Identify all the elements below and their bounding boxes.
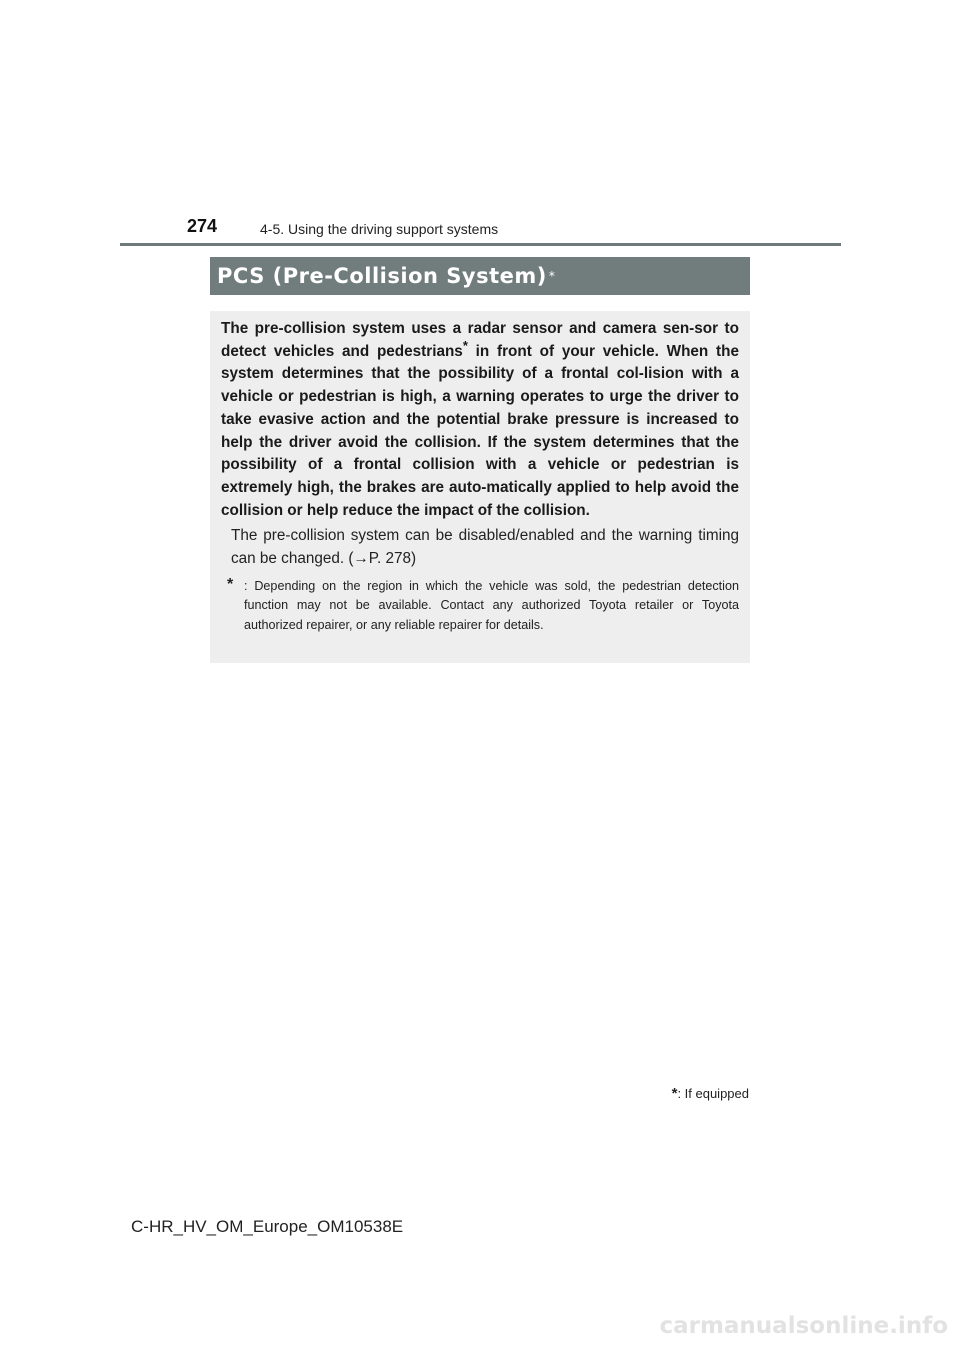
footnote-text: : If equipped [677,1086,749,1101]
section-title: 4-5. Using the driving support systems [260,221,499,237]
equipped-footnote [672,1085,749,1102]
header-divider [120,243,841,246]
page-title: PCS (Pre-Collision System) [217,264,547,288]
settings-info [231,525,739,570]
title-equipped-mark: * [548,269,555,283]
summary-box [210,311,750,663]
note-asterisk-mark: * [227,575,234,593]
pedestrian-note [221,577,739,635]
page-title-bar [210,257,750,295]
note-text: : Depending on the region in which the vehicle was sold, the pedestrian detection function may not be available. Contact any authorized Toyota retailer or Toyota authorized repairer, or any reliable repairer for details. [244,578,739,632]
watermark: carmanualsonline.info [659,1313,948,1339]
intro-paragraph [221,318,739,522]
page-number: 274 [187,216,218,236]
settings-info-text: The pre-collision system can be disabled/enabled and the warning timing can be changed. [231,527,739,568]
intro-text-part2: in front of your vehicle. When the system determines that the possibility of a frontal col-lision with a vehicle or pedestrian is high, a warning operates to urge the driver to take evasive action and the potential brake pressure is increased to help the driver avoid the collision. If the system determines that the possibility of a frontal collision with a vehicle or pedestrian is extremely high, the brakes are auto-matically applied to help avoid the collision or help reduce the impact of the collision. [221,342,739,519]
intro-footnote-mark: * [462,337,468,353]
intro-text-part1: The pre-collision system uses a radar sensor and camera sen-sor to detect vehicles and pedestrians [221,320,739,360]
page-reference-link[interactable]: (→P. 278) [348,550,417,568]
footnote-asterisk-mark: * [671,1085,678,1102]
document-id: C-HR_HV_OM_Europe_OM10538E [131,1217,404,1236]
